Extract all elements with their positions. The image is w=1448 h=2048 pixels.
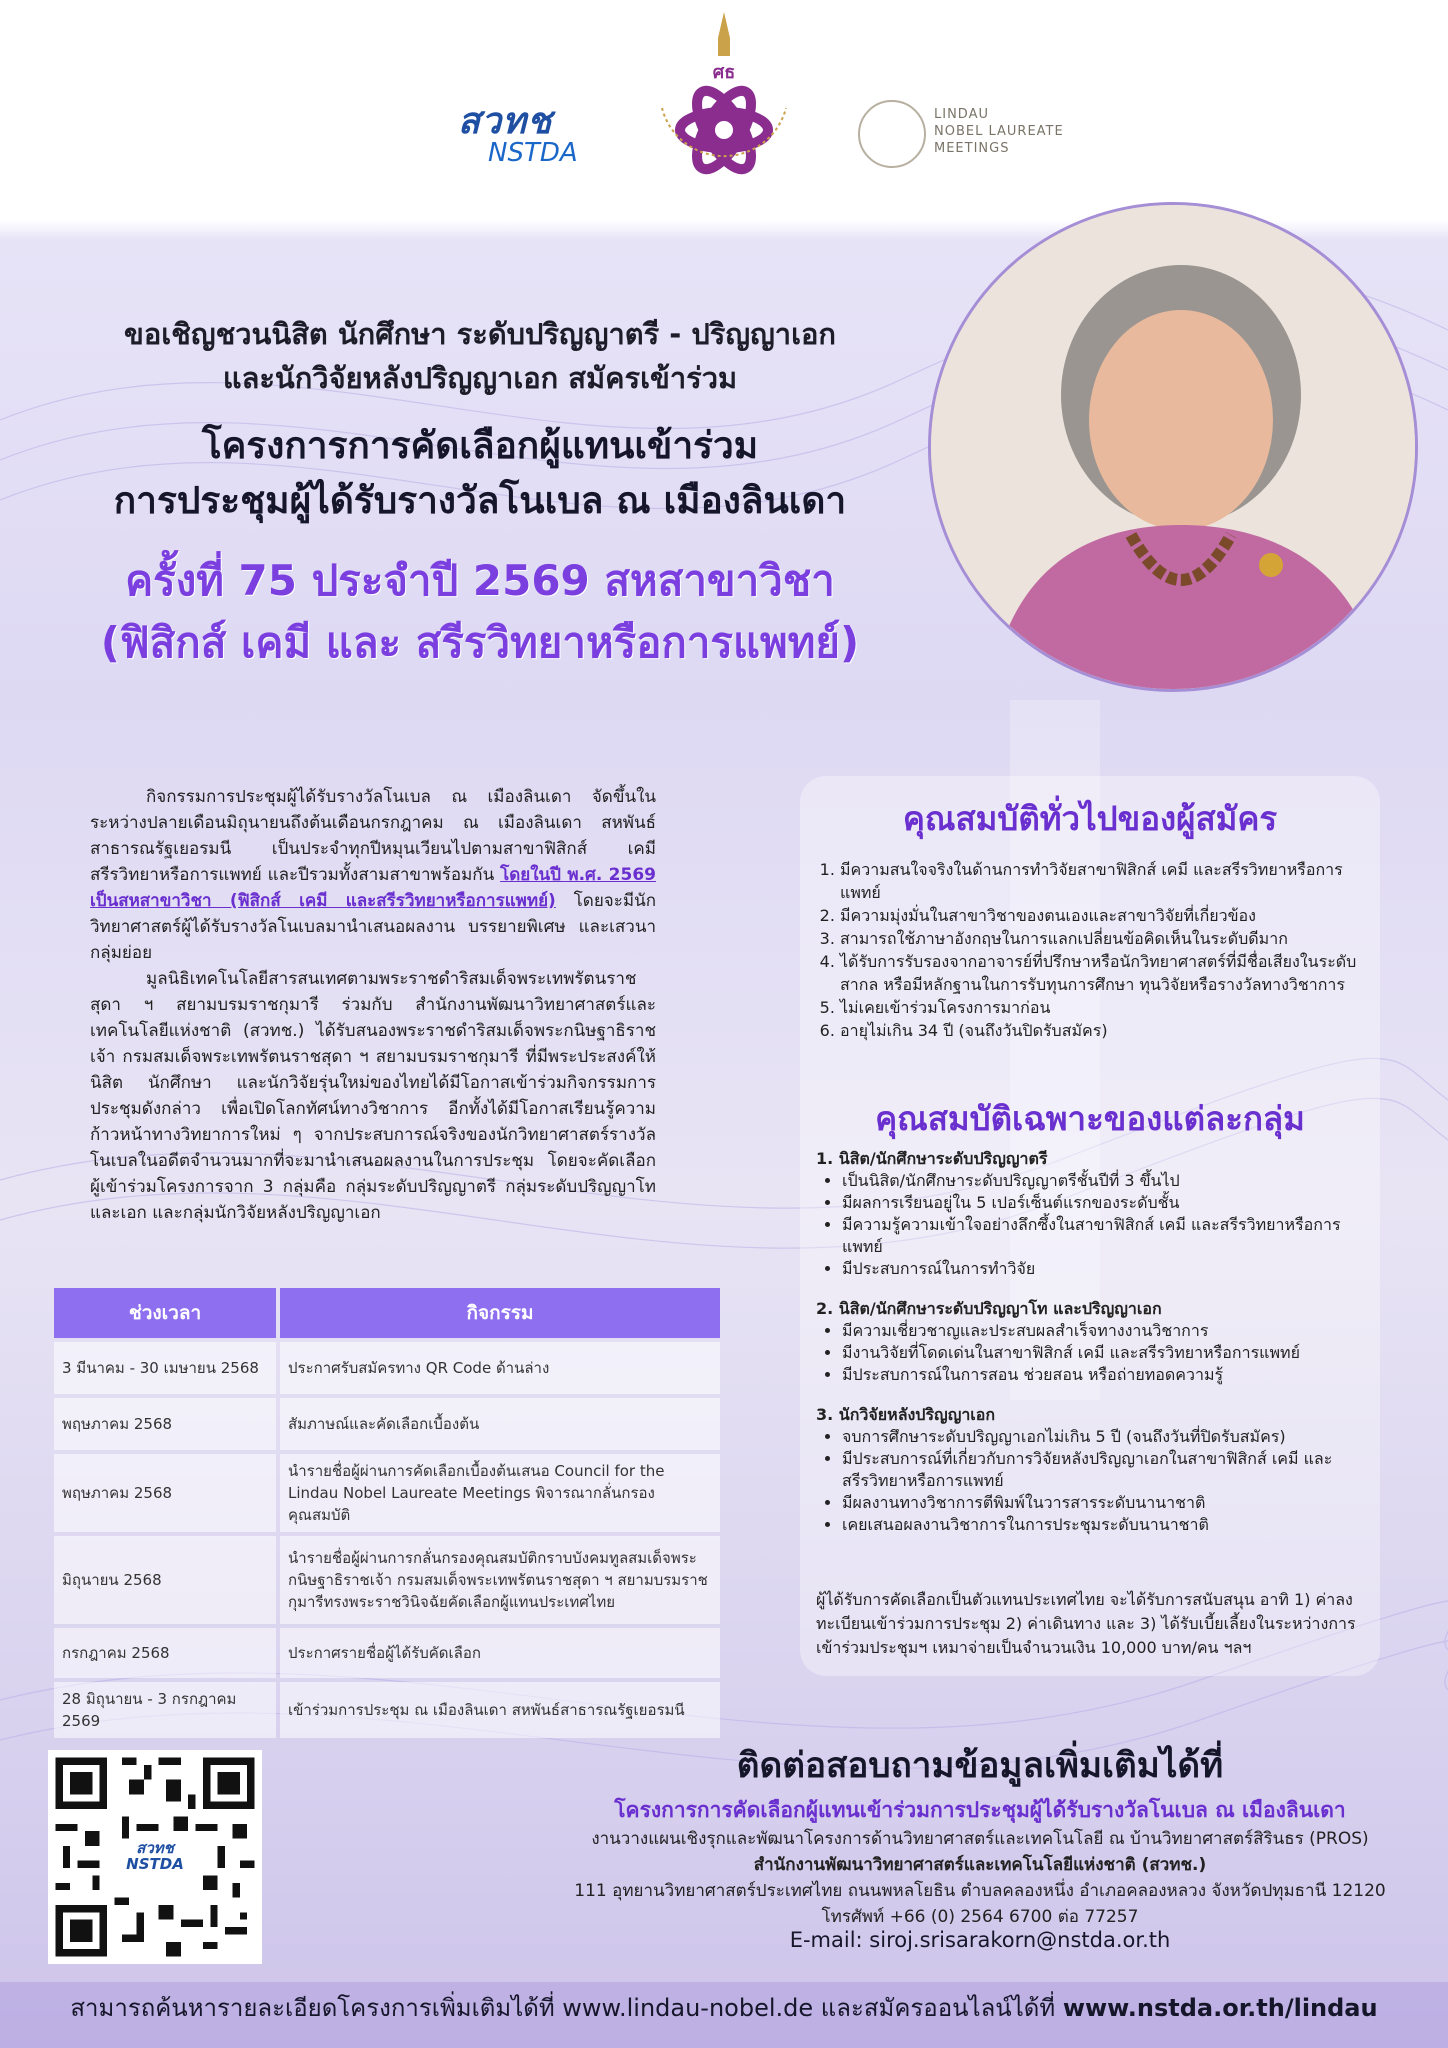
group-qualifications: [816, 1148, 1364, 1554]
contact-project: โครงการการคัดเลือกผู้แทนเข้าร่วมการประชุมผู้ได้รับรางวัลโนเบล ณ เมืองลินเดา: [614, 1798, 1346, 1822]
group-heading: 1. นิสิต/นักศึกษาระดับปริญญาตรี: [816, 1149, 1048, 1168]
schedule-period: กรกฎาคม 2568: [54, 1628, 276, 1678]
intro-highlight-link: โดยในปี พ.ศ. 2569 เป็นสหสาขาวิชา (ฟิสิกส์ เคมี และสรีรวิทยาหรือการแพทย์): [90, 865, 656, 911]
list-item: • มีประสบการณ์ในการสอน ช่วยสอน หรือถ่ายทอดความรู้: [842, 1364, 1364, 1386]
invitation-line-1: ขอเชิญชวนนิสิต นักศึกษา ระดับปริญญาตรี - ปริญญาเอก: [124, 317, 836, 351]
list-item: • มีประสบการณ์ที่เกี่ยวกับการวิจัยหลังปริญญาเอกในสาขาฟิสิกส์ เคมี และสรีรวิทยาหรือการแพทย์: [842, 1448, 1364, 1492]
table-row: [54, 1342, 720, 1394]
portrait-illustration: [931, 205, 1415, 689]
svg-text:ศธ: ศธ: [712, 62, 736, 83]
contact-title: ติดต่อสอบถามข้อมูลเพิ่มเติมได้ที่: [736, 1746, 1224, 1786]
list-item: • มีความรู้ความเข้าใจอย่างลึกซึ้งในสาขาฟิสิกส์ เคมี และสรีรวิทยาหรือการแพทย์: [842, 1214, 1364, 1258]
intro-paragraph-2: มูลนิธิเทคโนโลยีสารสนเทศตามพระราชดำริสมเด็จพระเทพรัตนราชสุดา ฯ สยามบรมราชกุมารี ร่วมกับ สำนักงานพัฒนาวิทยาศาสตร์และเทคโนโลยีแห่งชาติ (สวทช.) ได้รับสนองพระราชดำริสมเด็จพระกนิษฐาธิราชเจ้า กรมสมเด็จพระเทพรัตนราชสุดา ฯ สยามบรมราชกุมารี ที่มีพระประสงค์ให้นิสิต นักศึกษา และนักวิจัยรุ่นใหม่ของไทยได้มีโอกาสเข้าร่วมกิจกรรมการประชุมดังกล่าว เพื่อเปิดโลกทัศน์ทางวิชาการ อีกทั้งได้มีโอกาสเรียนรู้ความก้าวหน้าทางวิทยาการใหม่ ๆ จากประสบการณ์จริงของนักวิทยาศาสตร์รางวัลโนเบลในอดีตจำนวนมากที่จะมานำเสนอผลงานในการประชุม โดยจะคัดเลือกผู้เข้าร่วมโครงการจาก 3 กลุ่มคือ กลุ่มระดับปริญญาตรี กลุ่มระดับปริญญาโทและเอก และกลุ่มนักวิจัยหลังปริญญาเอก: [90, 969, 656, 1223]
group-heading: 3. นักวิจัยหลังปริญญาเอก: [816, 1405, 996, 1424]
group-qualifications-title: คุณสมบัติเฉพาะของแต่ละกลุ่ม: [875, 1099, 1305, 1138]
nstda-apply-link[interactable]: www.nstda.or.th/lindau: [1062, 1994, 1378, 2022]
general-qualifications-list: [818, 858, 1380, 1042]
schedule-activity: สัมภาษณ์และคัดเลือกเบื้องต้น: [280, 1398, 720, 1450]
schedule-period: มิถุนายน 2568: [54, 1536, 276, 1624]
lindau-logo-line2: NOBEL LAUREATE: [934, 124, 1064, 139]
list-item: • เคยเสนอผลงานวิชาการในการประชุมระดับนานาชาติ: [842, 1514, 1364, 1536]
schedule-period: 3 มีนาคม - 30 เมษายน 2568: [54, 1342, 276, 1394]
schedule-activity: ประกาศรายชื่อผู้ได้รับคัดเลือก: [280, 1628, 720, 1678]
list-item: 1. มีความสนใจจริงในด้านการทำวิจัยสาขาฟิสิกส์ เคมี และสรีรวิทยาหรือการแพทย์: [840, 858, 1380, 904]
table-row: [54, 1398, 720, 1450]
foundation-logo: [640, 8, 808, 218]
lindau-website-link[interactable]: www.lindau-nobel.de: [562, 1994, 814, 2022]
contact-address: 111 อุทยานวิทยาศาสตร์ประเทศไทย ถนนพหลโยธิน ตำบลคลองหนึ่ง อำเภอคลองหลวง จังหวัดปทุมธานี 12120: [574, 1881, 1386, 1901]
lindau-logo-line3: MEETINGS: [934, 141, 1010, 156]
nstda-logo: [458, 101, 618, 168]
list-item: • จบการศึกษาระดับปริญญาเอกไม่เกิน 5 ปี (จนถึงวันที่ปิดรับสมัคร): [842, 1426, 1364, 1448]
list-item: 5. ไม่เคยเข้าร่วมโครงการมาก่อน: [840, 996, 1380, 1019]
schedule-table: [50, 1284, 724, 1742]
project-title-line-2: การประชุมผู้ได้รับรางวัลโนเบล ณ เมืองลินเดา: [113, 479, 847, 522]
list-item: • มีความเชี่ยวชาญและประสบผลสำเร็จทางงานวิชาการ: [842, 1320, 1364, 1342]
contact-email[interactable]: E-mail: siroj.srisarakorn@nstda.or.th: [789, 1928, 1171, 1952]
list-item: • มีผลการเรียนอยู่ใน 5 เปอร์เซ็นต์แรกของระดับชั้น: [842, 1192, 1364, 1214]
schedule-period: พฤษภาคม 2568: [54, 1454, 276, 1532]
table-row: [54, 1454, 720, 1532]
group-undergraduate: [816, 1148, 1364, 1280]
list-item: • เป็นนิสิต/นักศึกษาระดับปริญญาตรีชั้นปีที่ 3 ขึ้นไป: [842, 1170, 1364, 1192]
portrait-photo: [928, 202, 1418, 692]
list-item: 4. ได้รับการรับรองจากอาจารย์ที่ปรึกษาหรือนักวิทยาศาสตร์ที่มีชื่อเสียงในระดับสากล หรือมีหลักฐานในการรับทุนการศึกษา ทุนวิจัยหรือรางวัลทางวิชาการ: [840, 950, 1380, 996]
support-text: ผู้ได้รับการคัดเลือกเป็นตัวแทนประเทศไทย จะได้รับการสนับสนุน อาทิ 1) ค่าลงทะเบียนเข้าร่วมการประชุม 2) ค่าเดินทาง และ 3) ได้รับเบี้ยเลี้ยงในระหว่างการเข้าร่วมประชุมฯ เหมาจ่ายเป็นจำนวนเงิน 10,000 บาท/คน ฯลฯ: [816, 1590, 1356, 1657]
schedule-header-row: [54, 1288, 720, 1338]
lindau-logo: [858, 100, 1068, 170]
contact-phone: โทรศัพท์ +66 (0) 2564 6700 ต่อ 77257: [821, 1907, 1139, 1927]
list-item: 2. มีความมุ่งมั่นในสาขาวิชาของตนเองและสาขาวิจัยที่เกี่ยวข้อง: [840, 904, 1380, 927]
schedule-activity: เข้าร่วมการประชุม ณ เมืองลินเดา สหพันธ์สาธารณรัฐเยอรมนี: [280, 1682, 720, 1738]
invitation-heading: [40, 312, 920, 400]
edition-title: [30, 550, 930, 674]
nstda-logo-en: NSTDA: [488, 138, 578, 168]
schedule-period: พฤษภาคม 2568: [54, 1398, 276, 1450]
group-heading: 2. นิสิต/นักศึกษาระดับปริญญาโท และปริญญาเอก: [816, 1299, 1162, 1318]
lindau-logo-line1: LINDAU: [934, 107, 989, 122]
edition-line-2: (ฟิสิกส์ เคมี และ สรีรวิทยาหรือการแพทย์): [100, 618, 860, 667]
contact-agency: สำนักงานพัฒนาวิทยาศาสตร์และเทคโนโลยีแห่งชาติ (สวทช.): [753, 1855, 1207, 1875]
list-item: 6. อายุไม่เกิน 34 ปี (จนถึงวันปิดรับสมัคร): [840, 1019, 1380, 1042]
schedule-activity: นำรายชื่อผู้ผ่านการคัดเลือกเบื้องต้นเสนอ Council for the Lindau Nobel Laureate Meetings พิจารณากลั่นกรองคุณสมบัติ: [280, 1454, 720, 1532]
foundation-emblem-icon: [640, 8, 808, 218]
list-item: 3. สามารถใช้ภาษาอังกฤษในการแลกเปลี่ยนข้อคิดเห็นในระดับดีมาก: [840, 927, 1380, 950]
table-row: [54, 1628, 720, 1678]
intro-text: [90, 784, 656, 1226]
nstda-logo-thai: สวทช: [458, 101, 553, 142]
schedule-activity: ประกาศรับสมัครทาง QR Code ด้านล่าง: [280, 1342, 720, 1394]
project-title-line-1: โครงการการคัดเลือกผู้แทนเข้าร่วม: [201, 424, 759, 467]
general-qualifications-title: คุณสมบัติทั่วไปของผู้สมัคร: [902, 799, 1278, 838]
project-title: [40, 418, 920, 528]
group-postdoc: [816, 1404, 1364, 1536]
group-graduate: [816, 1298, 1364, 1386]
table-row: [54, 1682, 720, 1738]
edition-line-1: ครั้งที่ 75 ประจำปี 2569 สหสาขาวิชา: [125, 556, 835, 605]
intro-paragraph-1: กิจกรรมการประชุมผู้ได้รับรางวัลโนเบล ณ เมืองลินเดา จัดขึ้นในระหว่างปลายเดือนมิถุนายนถึงต้นเดือนกรกฎาคม ณ เมืองลินเดา สหพันธ์สาธารณรัฐเยอรมนี เป็นประจำทุกปีหมุนเวียนไปตามสาขาฟิสิกส์ เคมี สรีรวิทยาหรือการแพทย์ และปีรวมทั้งสามสาขาพร้อมกัน โดยในปี พ.ศ. 2569 เป็นสหสาขาวิชา (ฟิสิกส์ เคมี และสรีรวิทยาหรือการแพทย์) โดยจะมีนักวิทยาศาสตร์ผู้ได้รับรางวัลโนเบลมานำเสนอผลงาน บรรยายพิเศษ และเสวนากลุ่มย่อย: [90, 787, 657, 963]
list-item: • มีผลงานทางวิชาการตีพิมพ์ในวารสารระดับนานาชาติ: [842, 1492, 1364, 1514]
schedule-period: 28 มิถุนายน - 3 กรกฎาคม 2569: [54, 1682, 276, 1738]
footer-text: สามารถค้นหารายละเอียดโครงการเพิ่มเติมได้ที่ www.lindau-nobel.de และสมัครออนไลน์ได้ที่ www.nstda.or.th/lindau: [70, 1994, 1378, 2022]
schedule-activity: นำรายชื่อผู้ผ่านการกลั่นกรองคุณสมบัติกราบบังคมทูลสมเด็จพระกนิษฐาธิราชเจ้า กรมสมเด็จพระเทพรัตนราชสุดา ฯ สยามบรมราชกุมารีทรงพระราชวินิจฉัยคัดเลือกผู้แทนประเทศไทย: [280, 1536, 720, 1624]
registration-qr-code[interactable]: [48, 1750, 262, 1964]
contact-office: งานวางแผนเชิงรุกและพัฒนาโครงการด้านวิทยาศาสตร์และเทคโนโลยี ณ บ้านวิทยาศาสตร์สิรินธร (PROS): [591, 1829, 1369, 1849]
invitation-line-2: และนักวิจัยหลังปริญญาเอก สมัครเข้าร่วม: [222, 361, 738, 395]
list-item: • มีประสบการณ์ในการทำวิจัย: [842, 1258, 1364, 1280]
qr-center-logo: สวทช NSTDA: [118, 1840, 192, 1874]
lindau-seal-icon: [858, 100, 926, 168]
schedule-header-period: ช่วงเวลา: [54, 1288, 276, 1338]
schedule-header-activity: กิจกรรม: [280, 1288, 720, 1338]
table-row: [54, 1536, 720, 1624]
list-item: • มีงานวิจัยที่โดดเด่นในสาขาฟิสิกส์ เคมี และสรีรวิทยาหรือการแพทย์: [842, 1342, 1364, 1364]
